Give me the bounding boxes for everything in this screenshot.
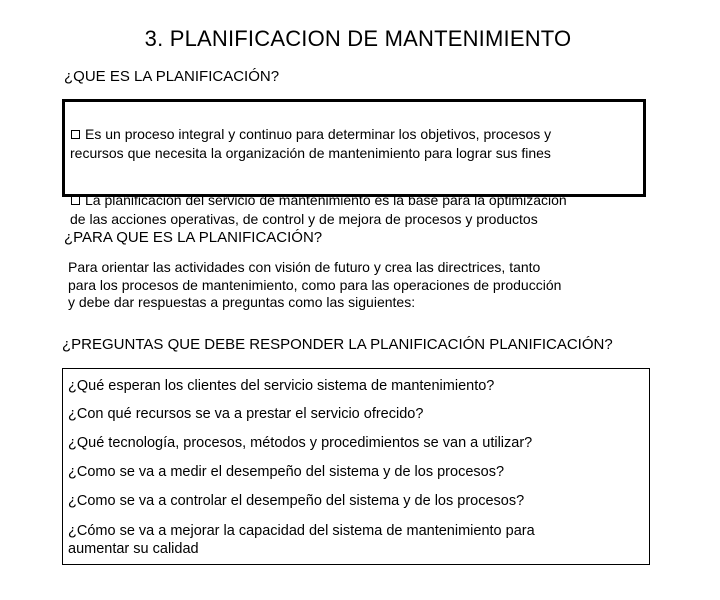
purpose-paragraph: Para orientar las actividades con visión de futuro y crea las directrices, tanto para los procesos de mantenimiento, como para las operaciones de producción y debe dar respuestas a preguntas como las siguientes: <box>68 259 562 310</box>
section-heading-questions: ¿PREGUNTAS QUE DEBE RESPONDER LA PLANIFICACIÓN PLANIFICACIÓN? <box>62 336 613 353</box>
checkbox-bullet-icon <box>71 196 80 205</box>
section-heading-what: ¿QUE ES LA PLANIFICACIÓN? <box>64 68 280 85</box>
definition-item <box>70 106 643 163</box>
page-title: 3. PLANIFICACION DE MANTENIMIENTO <box>144 26 572 51</box>
definition-item <box>70 172 643 229</box>
question-item: ¿Como se va a medir el desempeño del sistema y de los procesos? <box>68 464 505 480</box>
section-heading-why: ¿PARA QUE ES LA PLANIFICACIÓN? <box>64 229 323 246</box>
questions-box <box>62 368 650 565</box>
definition-box <box>62 99 646 227</box>
question-item: ¿Con qué recursos se va a prestar el servicio ofrecido? <box>68 406 424 422</box>
question-item: ¿Cómo se va a mejorar la capacidad del sistema de mantenimiento para aumentar su calidad <box>68 523 535 557</box>
question-item: ¿Qué esperan los clientes del servicio sistema de mantenimiento? <box>68 378 495 394</box>
definition-text: Es un proceso integral y continuo para determinar los objetivos, procesos y recursos que necesita la organización de mantenimiento para lograr sus fines <box>70 126 552 161</box>
question-item: ¿Qué tecnología, procesos, métodos y procedimientos se van a utilizar? <box>68 435 533 451</box>
question-item: ¿Como se va a controlar el desempeño del sistema y de los procesos? <box>68 493 525 509</box>
checkbox-bullet-icon <box>71 130 80 139</box>
definition-text: La planificación del servicio de mantenimiento es la base para la optimización de las acciones operativas, de control y de mejora de procesos y productos <box>70 192 567 227</box>
